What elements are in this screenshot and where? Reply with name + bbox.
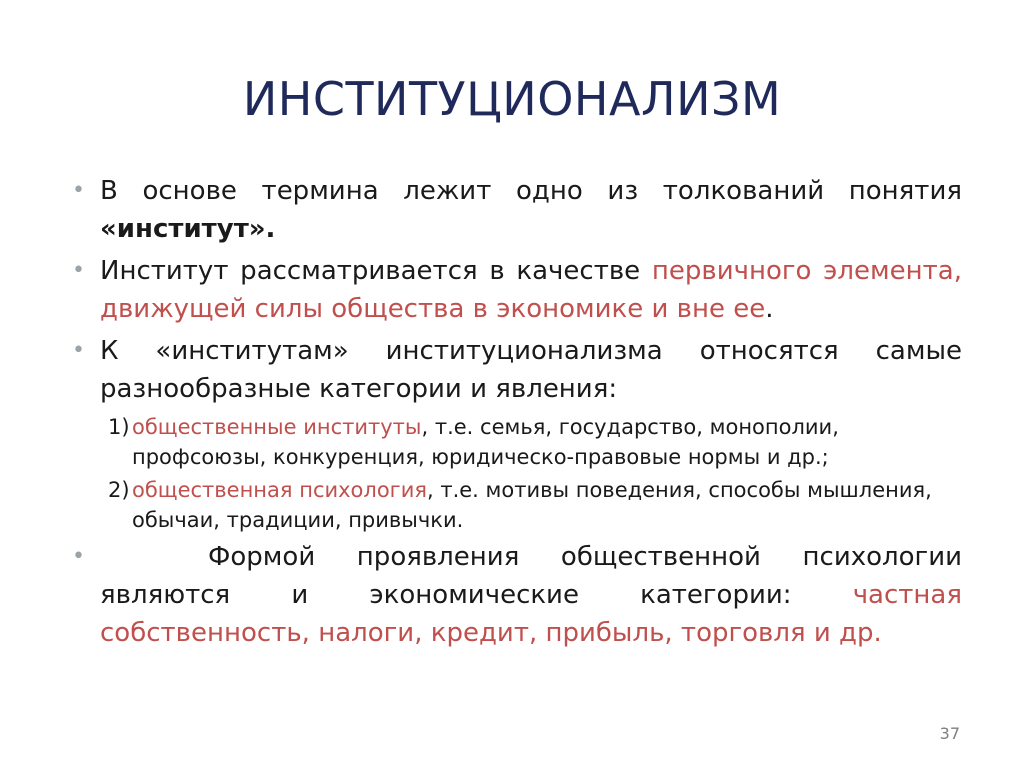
bullet-item-1 [70,172,962,248]
bullet-item-3 [70,332,962,408]
bullet-1-bold-term: «институт». [100,214,276,244]
bullet-dot-icon: • [72,544,85,569]
bullet-2-end: . [765,294,774,324]
bullet-4-text: Формой проявления общественной психологии являются и экономические категории: [100,542,962,610]
slide-title: ИНСТИТУЦИОНАЛИЗМ [242,72,782,126]
bullet-dot-icon: • [72,178,85,203]
bullet-dot-icon: • [72,258,85,283]
sub-item-2 [70,475,962,535]
bullet-item-4 [70,538,962,652]
sub-item-2-highlight: общественная психология [132,478,427,502]
bullet-2-highlight: первичного элемента, движущей силы общества в экономике и вне ее [100,256,963,324]
bullet-4-highlight: частная собственность, налоги, кредит, прибыль, торговля и др. [100,580,962,648]
slide-content [70,172,962,656]
sub-item-1-number: 1) [108,415,130,439]
bullet-dot-icon: • [72,338,85,363]
sub-item-2-number: 2) [108,478,130,502]
sub-item-1-text: , т.е. семья, государство, монополии, профсоюзы, конкуренция, юридическо-правовые нормы и др.; [132,415,839,469]
page-number: 37 [939,724,960,743]
sub-item-1-highlight: общественные институты [132,415,422,439]
bullet-2-text: Институт рассматривается в качестве [100,256,652,286]
bullet-3-text: К «институтам» институционализма относятся самые разнообразные категории и явления: [100,336,962,404]
bullet-item-2 [70,252,962,328]
sub-item-2-text: , т.е. мотивы поведения, способы мышления, обычаи, традиции, привычки. [132,478,932,532]
bullet-1-text: В основе термина лежит одно из толкований понятия [100,176,962,206]
sub-item-1 [70,412,962,472]
